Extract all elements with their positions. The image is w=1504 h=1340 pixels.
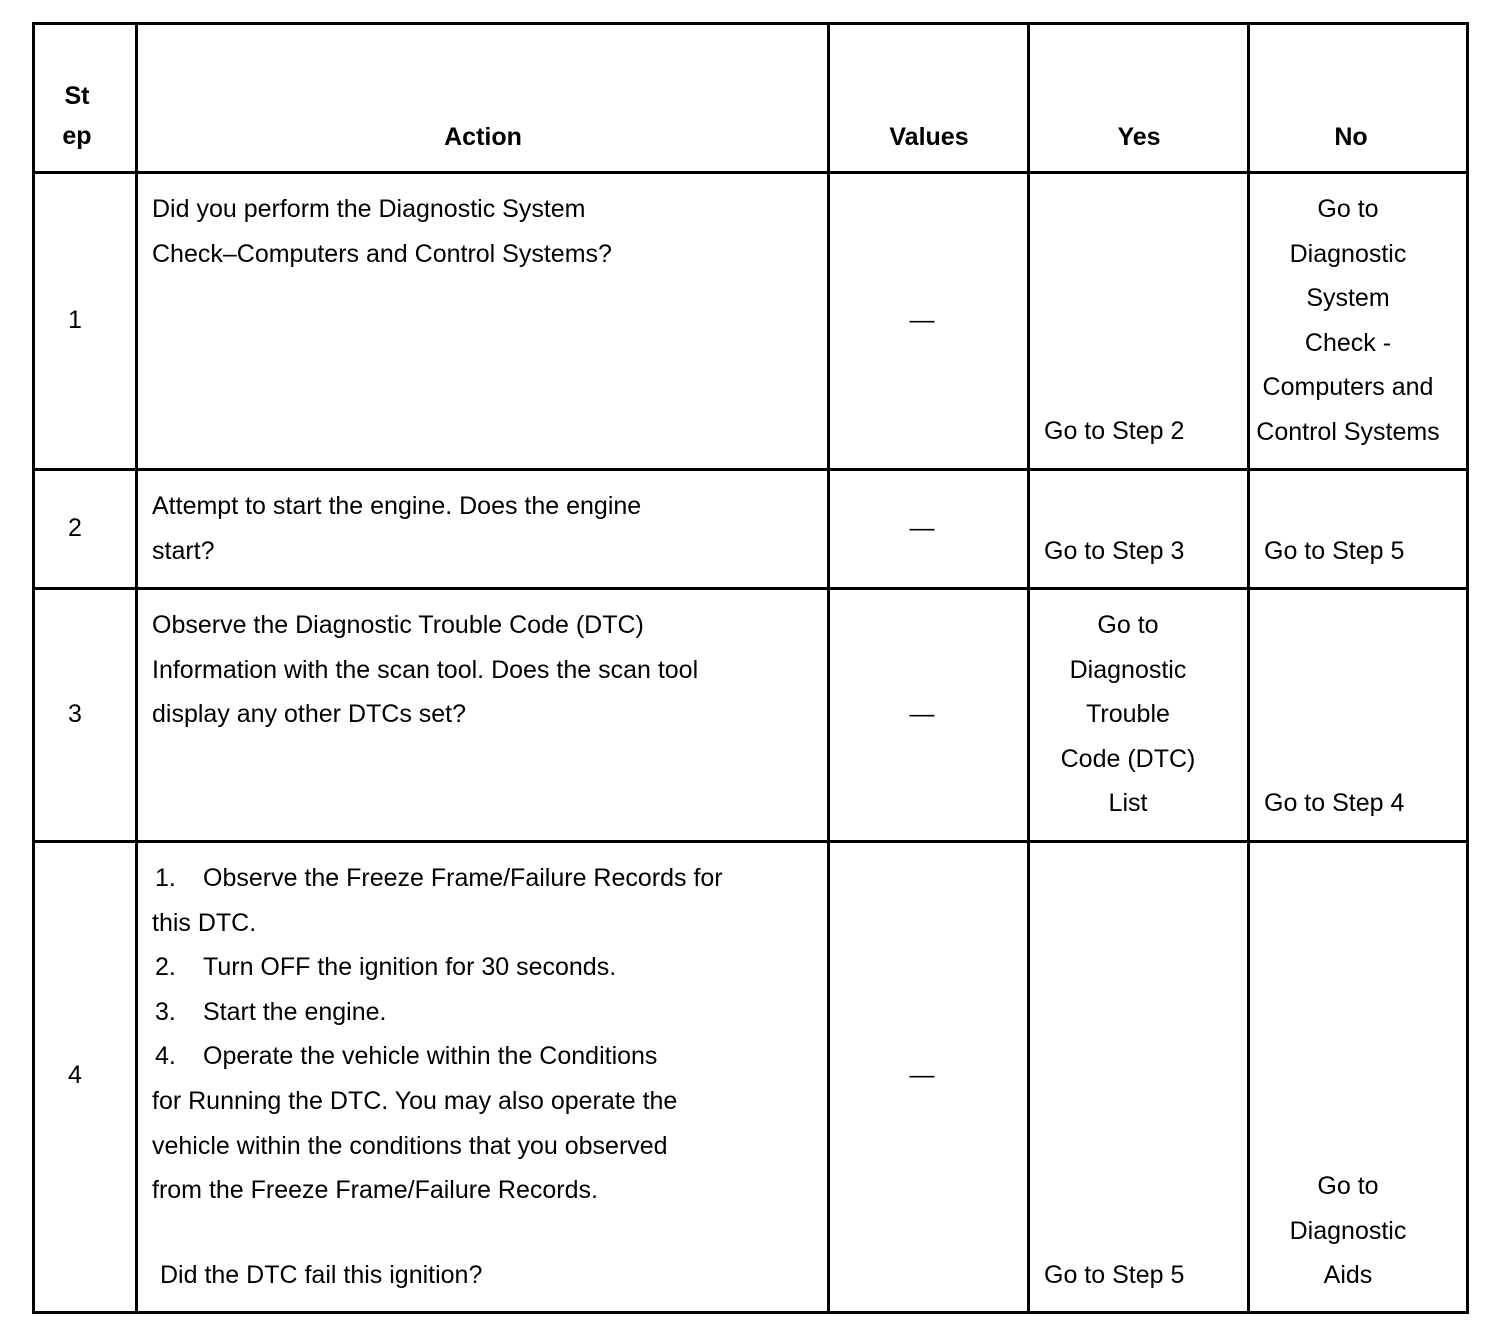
list-item: 1. Observe the Freeze Frame/Failure Records for bbox=[155, 864, 723, 892]
list-item: 4. Operate the vehicle within the Conditions bbox=[155, 1042, 658, 1070]
row1-values: — bbox=[909, 306, 935, 334]
list-item: 2. Turn OFF the ignition for 30 seconds. bbox=[155, 953, 617, 981]
row-divider bbox=[35, 171, 1466, 174]
row1-action: Did you perform the Diagnostic System Check–Computers and Control Systems? bbox=[152, 195, 612, 268]
row-divider bbox=[35, 840, 1466, 843]
row4-action-question: Did the DTC fail this ignition? bbox=[160, 1261, 483, 1289]
row1-yes: Go to Step 2 bbox=[1044, 417, 1185, 445]
row1-no: Go to Diagnostic System Check - Computers and Control Systems bbox=[1256, 195, 1440, 446]
header-step: St ep bbox=[62, 82, 92, 150]
row4-values: — bbox=[909, 1061, 935, 1089]
row-divider bbox=[35, 468, 1466, 471]
row4-action-continuation: for Running the DTC. You may also operate the vehicle within the conditions that you observed from the Freeze Frame/Failure Records. bbox=[152, 1087, 678, 1204]
header-no: No bbox=[1334, 123, 1368, 151]
header-yes: Yes bbox=[1117, 123, 1161, 151]
column-divider bbox=[135, 25, 138, 1311]
row2-no: Go to Step 5 bbox=[1264, 537, 1405, 565]
header-values: Values bbox=[889, 123, 969, 151]
row4-action-list bbox=[152, 856, 723, 1079]
row1-step: 1 bbox=[68, 306, 82, 334]
row-divider bbox=[35, 587, 1466, 590]
row3-action: Observe the Diagnostic Trouble Code (DTC) Information with the scan tool. Does the scan tool display any other DTCs set? bbox=[152, 611, 699, 728]
row3-values: — bbox=[909, 700, 935, 728]
row3-no: Go to Step 4 bbox=[1264, 789, 1405, 817]
row3-step: 3 bbox=[68, 700, 82, 728]
row4-step: 4 bbox=[68, 1061, 82, 1089]
row2-step: 2 bbox=[68, 514, 82, 542]
header-action: Action bbox=[444, 123, 522, 151]
list-item: 3. Start the engine. bbox=[155, 997, 387, 1026]
column-divider bbox=[827, 25, 830, 1311]
list-item: this DTC. bbox=[152, 908, 257, 937]
row2-action: Attempt to start the engine. Does the engine start? bbox=[152, 492, 642, 565]
row2-values: — bbox=[909, 514, 935, 542]
row2-yes: Go to Step 3 bbox=[1044, 537, 1185, 565]
row4-no: Go to Diagnostic Aids bbox=[1289, 1172, 1407, 1289]
row3-yes: Go to Diagnostic Trouble Code (DTC) List bbox=[1060, 611, 1196, 817]
row4-yes: Go to Step 5 bbox=[1044, 1261, 1185, 1289]
